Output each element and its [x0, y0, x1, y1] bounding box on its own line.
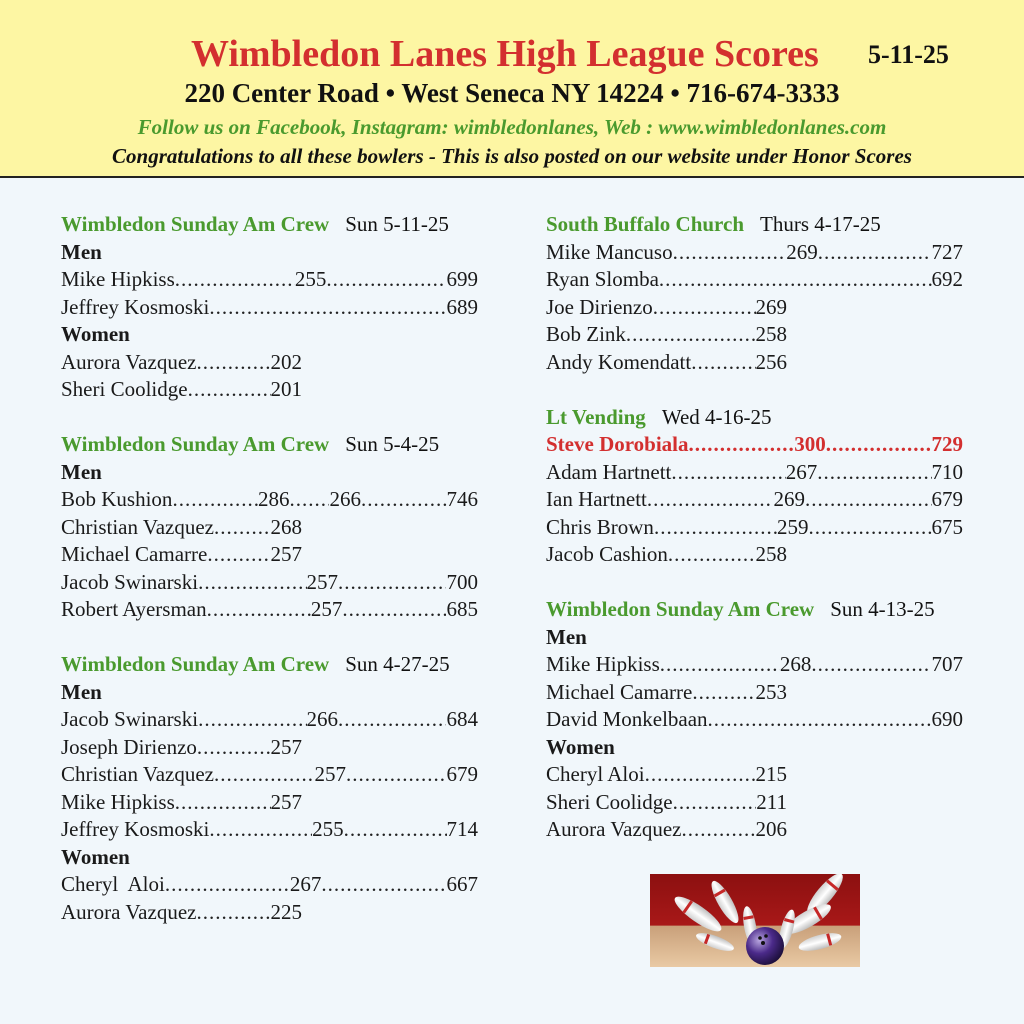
game-score: 225	[270, 899, 302, 924]
game-score: 211	[756, 789, 787, 814]
series-score: 679	[446, 762, 478, 786]
series-score: 746	[446, 487, 478, 511]
series-score: 727	[931, 239, 963, 264]
game-score: 257	[270, 542, 302, 566]
series-score: 710	[931, 459, 963, 484]
bowler-name: Mike Hipkiss	[61, 267, 175, 291]
game-score: 268	[779, 652, 812, 676]
left-column	[61, 211, 481, 954]
score-row	[546, 514, 963, 542]
league-header	[61, 431, 481, 459]
game-score: 286	[257, 487, 290, 511]
league-header	[61, 651, 481, 679]
bowler-name: Ian Hartnett	[546, 487, 647, 511]
game-score: 258	[755, 542, 787, 566]
score-row	[546, 266, 963, 294]
score-row	[546, 459, 963, 487]
score-row	[61, 899, 302, 927]
league-name: Wimbledon Sunday Am Crew	[546, 597, 815, 621]
bowler-name: Ryan Slomba	[546, 267, 659, 291]
bowler-name: Christian Vazquez	[61, 514, 214, 539]
bowler-name: Cheryl Aloi	[546, 762, 645, 786]
league-date: Sun 4-27-25	[345, 652, 450, 676]
bowler-name: Chris Brown	[546, 514, 654, 539]
bowling-pins-icon	[650, 874, 860, 967]
score-row	[546, 349, 787, 377]
address-line: 220 Center Road • West Seneca NY 14224 • 716-674-3333	[184, 78, 840, 108]
bowler-name: Robert Ayersman	[61, 597, 207, 621]
league-name: Wimbledon Sunday Am Crew	[61, 212, 330, 236]
game-score: 255	[312, 817, 344, 841]
series-score: 707	[931, 652, 963, 676]
league-section	[546, 404, 966, 569]
game-score: 257	[270, 789, 302, 814]
bowler-name: Mike Hipkiss	[546, 652, 660, 676]
game-score: 202	[270, 349, 302, 374]
series-score: 679	[931, 487, 963, 511]
bowler-name: Steve Dorobiala	[546, 432, 689, 456]
bowler-name: Jacob Swinarski	[61, 707, 199, 731]
score-row	[61, 349, 302, 377]
bowler-name: Joe Dirienzo	[546, 294, 653, 319]
series-score: 685	[446, 597, 478, 621]
score-row	[61, 541, 302, 569]
league-date: Sun 4-13-25	[830, 597, 935, 621]
score-row	[546, 486, 963, 514]
bowler-name: Aurora Vazquez	[61, 899, 197, 924]
score-row	[61, 486, 478, 514]
bowler-name: Joseph Dirienzo	[61, 734, 197, 759]
bowler-name: Andy Komendatt	[546, 349, 692, 374]
league-section	[61, 431, 481, 624]
series-score: 714	[446, 817, 478, 841]
bowler-name: Jeffrey Kosmoski	[61, 817, 210, 841]
score-row	[546, 816, 787, 844]
score-row	[61, 514, 302, 542]
game-score: 201	[270, 377, 302, 401]
score-row	[61, 789, 302, 817]
game-score: 206	[755, 817, 787, 841]
series-score: 692	[931, 267, 963, 291]
series-score: 699	[446, 267, 478, 291]
group-label-women: Women	[61, 322, 130, 346]
bowler-name: Bob Kushion	[61, 487, 173, 511]
score-row	[61, 871, 478, 899]
bowler-name: Cheryl Aloi	[61, 872, 165, 896]
league-header	[546, 211, 966, 239]
bowler-name: Sheri Coolidge	[61, 377, 188, 401]
bowler-name: Bob Zink	[546, 322, 626, 346]
game-score: 269	[786, 239, 818, 264]
league-date: Thurs 4-17-25	[760, 212, 881, 236]
group-label-men: Men	[546, 624, 587, 649]
league-section	[546, 211, 966, 376]
header-date: 5-11-25	[868, 40, 949, 69]
group-label-men: Men	[61, 239, 102, 264]
game-score: 255	[294, 267, 327, 291]
bowler-name: David Monkelbaan	[546, 707, 708, 731]
game-score: 269	[755, 294, 787, 319]
bowler-name: Christian Vazquez	[61, 762, 214, 786]
series-score: 690	[931, 707, 963, 731]
social-follow-line: Follow us on Facebook, Instagram: wimbledonlanes, Web : www.wimbledonlanes.com	[137, 115, 887, 139]
score-row	[61, 569, 478, 597]
game-score: 268	[270, 514, 302, 539]
bowler-name: Jacob Swinarski	[61, 569, 199, 594]
score-row	[61, 816, 478, 844]
bowling-illustration	[650, 874, 860, 967]
league-section	[546, 596, 966, 844]
league-header	[546, 404, 966, 432]
league-date: Sun 5-11-25	[345, 212, 449, 236]
score-row	[61, 734, 302, 762]
game-score: 258	[755, 322, 787, 346]
series-score: 700	[446, 569, 478, 594]
game-score: 267	[785, 459, 818, 484]
group-label-men: Men	[61, 459, 102, 484]
score-row	[546, 651, 963, 679]
league-name: Wimbledon Sunday Am Crew	[61, 652, 330, 676]
game-score-2: 266	[329, 487, 361, 511]
league-section	[61, 211, 481, 404]
bowler-name: Jacob Cashion	[546, 542, 668, 566]
game-score: 300	[794, 432, 826, 456]
game-score: 253	[755, 679, 787, 704]
league-header	[61, 211, 481, 239]
league-name: Lt Vending	[546, 404, 646, 429]
bowler-name: Jeffrey Kosmoski	[61, 294, 210, 319]
score-row	[546, 679, 787, 707]
bowler-name: Aurora Vazquez	[546, 817, 682, 841]
score-row	[61, 761, 478, 789]
series-score: 684	[446, 707, 478, 731]
group-label-women: Women	[546, 734, 615, 759]
league-name: South Buffalo Church	[546, 212, 745, 236]
league-section	[61, 651, 481, 926]
score-row	[546, 706, 963, 734]
game-score: 257	[310, 597, 343, 621]
right-column	[546, 211, 966, 871]
score-row	[546, 239, 963, 267]
bowler-name: Mike Hipkiss	[61, 789, 175, 814]
bowler-name: Michael Camarre	[546, 679, 693, 704]
series-score: 675	[931, 514, 963, 539]
series-score: 689	[446, 294, 478, 319]
score-row	[546, 541, 787, 569]
league-date: Sun 5-4-25	[345, 432, 440, 456]
series-score: 667	[446, 872, 478, 896]
league-name: Wimbledon Sunday Am Crew	[61, 432, 330, 456]
bowler-name: Mike Mancuso	[546, 239, 673, 264]
game-score: 257	[306, 569, 339, 594]
score-row	[61, 706, 478, 734]
league-date: Wed 4-16-25	[661, 404, 772, 429]
bowler-name: Michael Camarre	[61, 542, 208, 566]
score-row	[546, 321, 787, 349]
league-header	[546, 596, 966, 624]
header-banner	[0, 0, 1024, 178]
game-score: 269	[773, 487, 805, 511]
title-row	[0, 32, 1024, 78]
group-label-men: Men	[61, 679, 102, 704]
score-row	[61, 376, 302, 404]
congrats-line: Congratulations to all these bowlers - This is also posted on our website under Honor Scores	[112, 144, 912, 168]
game-score: 256	[755, 349, 787, 374]
score-row	[546, 294, 787, 322]
game-score: 215	[755, 762, 787, 786]
score-row	[61, 596, 478, 624]
game-score: 267	[289, 872, 322, 896]
group-label-women: Women	[61, 844, 130, 869]
bowler-name: Sheri Coolidge	[546, 789, 673, 814]
bowler-name: Adam Hartnett	[546, 459, 672, 484]
page-title: Wimbledon Lanes High League Scores	[191, 33, 819, 75]
score-row	[546, 789, 787, 817]
bowler-name: Aurora Vazquez	[61, 349, 197, 374]
game-score: 257	[270, 734, 302, 759]
series-score: 729	[931, 432, 963, 456]
game-score: 266	[306, 707, 339, 731]
game-score: 257	[314, 762, 346, 786]
score-row	[61, 266, 478, 294]
score-row	[546, 761, 787, 789]
score-row	[61, 294, 478, 322]
game-score: 259	[776, 514, 809, 539]
score-row-perfect-game	[546, 431, 963, 459]
